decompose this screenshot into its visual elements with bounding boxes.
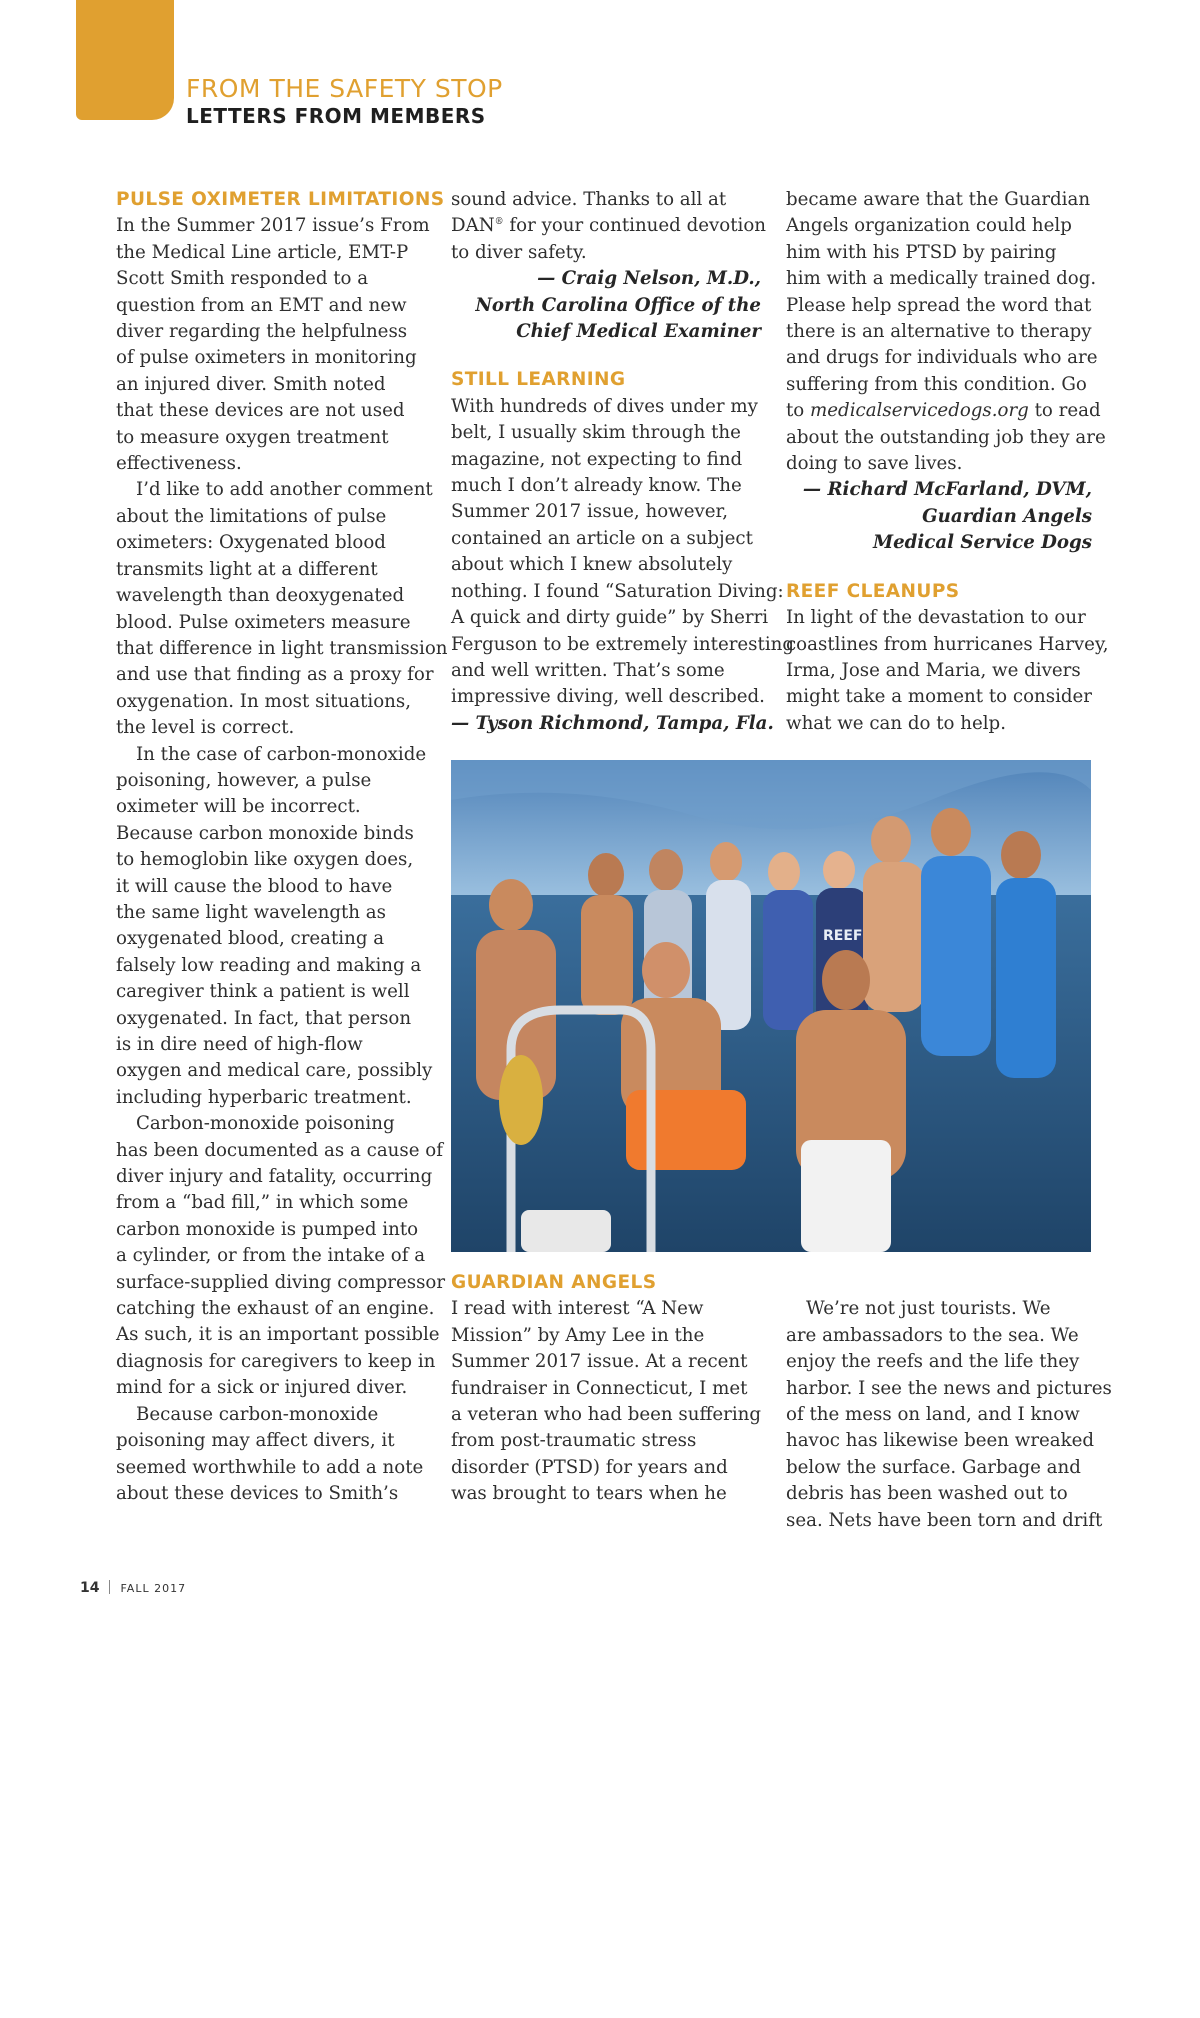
body-line: of pulse oximeters in monitoring xyxy=(116,347,417,369)
body-line: harbor. I see the news and pictures xyxy=(786,1377,1112,1399)
body-line: doing to save lives. xyxy=(786,453,963,475)
body-line: In light of the devastation to our xyxy=(786,607,1086,629)
body-line: Because carbon monoxide binds xyxy=(116,822,414,844)
body-line: about the limitations of pulse xyxy=(116,505,387,527)
body-line: transmits light at a different xyxy=(116,558,378,580)
body-line: suffering from this condition. Go xyxy=(786,373,1087,395)
signature-line: Medical Service Dogs xyxy=(872,532,1092,554)
body-line: has been documented as a cause of xyxy=(116,1139,443,1161)
letter-reef-continued xyxy=(786,1296,1112,1534)
signature-line: North Carolina Office of the xyxy=(475,294,761,316)
body-line: oxygenation. In most situations, xyxy=(116,690,412,712)
body-line: Scott Smith responded to a xyxy=(116,268,369,290)
body-line: poisoning may affect divers, it xyxy=(116,1430,395,1452)
body-line: that these devices are not used xyxy=(116,400,405,422)
body-line: a veteran who had been suffering xyxy=(451,1404,762,1426)
body-line xyxy=(786,398,1101,424)
link-suffix: to read xyxy=(1028,400,1101,422)
body-line: that difference in light transmission xyxy=(116,637,448,659)
body-line: and well written. That’s some xyxy=(451,659,725,681)
body-line: With hundreds of dives under my xyxy=(451,395,758,417)
page-number: 14 xyxy=(80,1580,100,1596)
body-line: was brought to tears when he xyxy=(451,1483,727,1505)
body-line: became aware that the Guardian xyxy=(786,189,1091,210)
body-line: to measure oxygen treatment xyxy=(116,426,389,448)
signature-line: — Richard McFarland, DVM, xyxy=(802,479,1092,501)
letter-learning-body xyxy=(451,394,794,711)
body-line: As such, it is an important possible xyxy=(116,1324,440,1346)
body-line: magazine, not expecting to find xyxy=(451,448,743,470)
body-line: from a “bad fill,” in which some xyxy=(116,1192,409,1214)
body-line: are ambassadors to the sea. We xyxy=(786,1324,1079,1346)
body-line: effectiveness. xyxy=(116,453,242,475)
body-line: I read with interest “A New xyxy=(451,1298,704,1320)
body-line: falsely low reading and making a xyxy=(116,954,422,976)
body-line: and drugs for individuals who are xyxy=(786,347,1098,369)
body-line: Summer 2017 issue, however, xyxy=(451,501,729,523)
body-line: surface-supplied diving compressor xyxy=(116,1271,446,1293)
heading-still-learning: STILL LEARNING xyxy=(451,369,626,391)
dan-text: DAN xyxy=(451,215,495,237)
body-line: diver injury and fatality, occurring xyxy=(116,1166,433,1188)
body-line: a cylinder, or from the intake of a xyxy=(116,1245,426,1267)
body-line: him with a medically trained dog. xyxy=(786,268,1097,290)
issue-label: FALL 2017 xyxy=(120,1582,187,1595)
body-line: about the outstanding job they are xyxy=(786,426,1106,448)
body-line: mind for a sick or injured diver. xyxy=(116,1377,408,1399)
body-line: to diver safety. xyxy=(451,241,587,263)
body-line: the Medical Line article, EMT-P xyxy=(116,241,409,263)
letter-reef-body xyxy=(786,605,1109,737)
body-line: poisoning, however, a pulse xyxy=(116,769,372,791)
body-line: question from an EMT and new xyxy=(116,294,407,316)
body-line: to hemoglobin like oxygen does, xyxy=(116,849,414,871)
body-line: about which I knew absolutely xyxy=(451,554,733,576)
website-link[interactable]: medicalservicedogs.org xyxy=(810,400,1029,422)
body-line: fundraiser in Connecticut, I met xyxy=(451,1377,748,1399)
heading-reef-cleanups: REEF CLEANUPS xyxy=(786,580,960,602)
body-line: sea. Nets have been torn and drift xyxy=(786,1509,1103,1531)
letter-guardian-continued xyxy=(786,187,1098,398)
body-line: what we can do to help. xyxy=(786,712,1006,734)
photo-credit: BRIAN HELLEMN xyxy=(1075,1918,1085,2018)
body-line: might take a moment to consider xyxy=(786,686,1092,708)
column-1 xyxy=(116,187,448,1507)
signature-line: — Tyson Richmond, Tampa, Fla. xyxy=(451,712,774,734)
section-label: FROM THE SAFETY STOP xyxy=(186,74,503,103)
body-line: In the Summer 2017 issue’s From xyxy=(116,215,430,237)
body-line: Because carbon-monoxide xyxy=(136,1403,379,1425)
body-line: Irma, Jose and Maria, we divers xyxy=(786,659,1081,681)
body-line: the level is correct. xyxy=(116,717,295,739)
page-footer xyxy=(80,1580,186,1596)
body-line: belt, I usually skim through the xyxy=(451,422,741,444)
body-line: much I don’t already know. The xyxy=(451,475,742,497)
body-line: him with his PTSD by pairing xyxy=(786,241,1057,263)
heading-pulse-oximeter: PULSE OXIMETER LIMITATIONS xyxy=(116,189,445,210)
body-line: sound advice. Thanks to all at xyxy=(451,189,727,210)
body-line: oxygenated blood, creating a xyxy=(116,928,385,950)
body-line: Ferguson to be extremely interesting xyxy=(451,633,794,655)
body-line: In the case of carbon-monoxide xyxy=(136,743,427,765)
body-line: caregiver think a patient is well xyxy=(116,981,410,1003)
body-line: diver regarding the helpfulness xyxy=(116,321,408,343)
group-photo-illustration xyxy=(451,760,1091,1252)
body-line: diagnosis for caregivers to keep in xyxy=(116,1350,436,1372)
body-line: impressive diving, well described. xyxy=(451,686,765,708)
body-line: and use that finding as a proxy for xyxy=(116,664,434,686)
body-line: enjoy the reefs and the life they xyxy=(786,1351,1080,1373)
body-line: coastlines from hurricanes Harvey, xyxy=(786,633,1109,655)
section-tab xyxy=(76,0,174,120)
registered-mark: ® xyxy=(494,217,504,228)
letter-guardian-body xyxy=(451,1296,761,1507)
body-line: Mission” by Amy Lee in the xyxy=(451,1324,705,1346)
body-line: is in dire need of high-flow xyxy=(116,1034,363,1055)
dan-tail: for your continued devotion xyxy=(503,215,767,237)
shirt-text: REEF xyxy=(823,928,863,944)
letter-pulse-body xyxy=(116,213,448,1507)
body-line xyxy=(451,213,767,239)
body-line: oxygenated. In fact, that person xyxy=(116,1007,412,1029)
body-line: of the mess on land, and I know xyxy=(786,1404,1080,1426)
body-line: there is an alternative to therapy xyxy=(786,321,1092,343)
column-4 xyxy=(451,1270,761,1508)
body-line: oximeter will be incorrect. xyxy=(116,796,361,818)
body-line: an injured diver. Smith noted xyxy=(116,373,386,395)
body-line: We’re not just tourists. We xyxy=(806,1298,1051,1320)
body-line: below the surface. Garbage and xyxy=(786,1456,1081,1478)
body-line: the same light wavelength as xyxy=(116,901,386,923)
body-line: carbon monoxide is pumped into xyxy=(116,1218,419,1240)
footer-divider xyxy=(109,1580,110,1594)
body-line: wavelength than deoxygenated xyxy=(116,585,405,607)
signature-line: — Craig Nelson, M.D., xyxy=(537,268,761,290)
body-line: havoc has likewise been wreaked xyxy=(786,1430,1095,1452)
body-line: A quick and dirty guide” by Sherri xyxy=(451,607,769,629)
body-line: catching the exhaust of an engine. xyxy=(116,1298,435,1320)
body-line: oxygen and medical care, possibly xyxy=(116,1060,433,1082)
body-line: including hyperbaric treatment. xyxy=(116,1086,412,1108)
body-line: nothing. I found “Saturation Diving: xyxy=(451,580,784,602)
body-line: Summer 2017 issue. At a recent xyxy=(451,1351,748,1373)
body-line: it will cause the blood to have xyxy=(116,875,393,897)
column-2 xyxy=(451,187,794,737)
body-line: blood. Pulse oximeters measure xyxy=(116,611,411,633)
body-line: oximeters: Oxygenated blood xyxy=(116,532,386,554)
body-line: debris has been washed out to xyxy=(786,1483,1068,1505)
body-line: disorder (PTSD) for years and xyxy=(451,1456,728,1478)
column-5 xyxy=(786,1270,1112,1534)
body-line: Angels organization could help xyxy=(786,215,1072,237)
body-line: contained an article on a subject xyxy=(451,527,753,549)
link-prefix: to xyxy=(786,400,811,422)
heading-guardian-angels: GUARDIAN ANGELS xyxy=(451,1272,657,1293)
signature-line: Guardian Angels xyxy=(922,505,1092,527)
body-line: from post-traumatic stress xyxy=(451,1430,697,1452)
signature-line: Chief Medical Examiner xyxy=(516,321,761,343)
body-line: about these devices to Smith’s xyxy=(116,1482,399,1504)
body-line: Carbon-monoxide poisoning xyxy=(136,1113,395,1135)
body-line: seemed worthwhile to add a note xyxy=(116,1456,424,1478)
body-line: Please help spread the word that xyxy=(786,294,1092,316)
page-title: LETTERS FROM MEMBERS xyxy=(186,104,486,128)
column-3 xyxy=(786,187,1109,737)
body-line: I’d like to add another comment xyxy=(136,479,433,501)
